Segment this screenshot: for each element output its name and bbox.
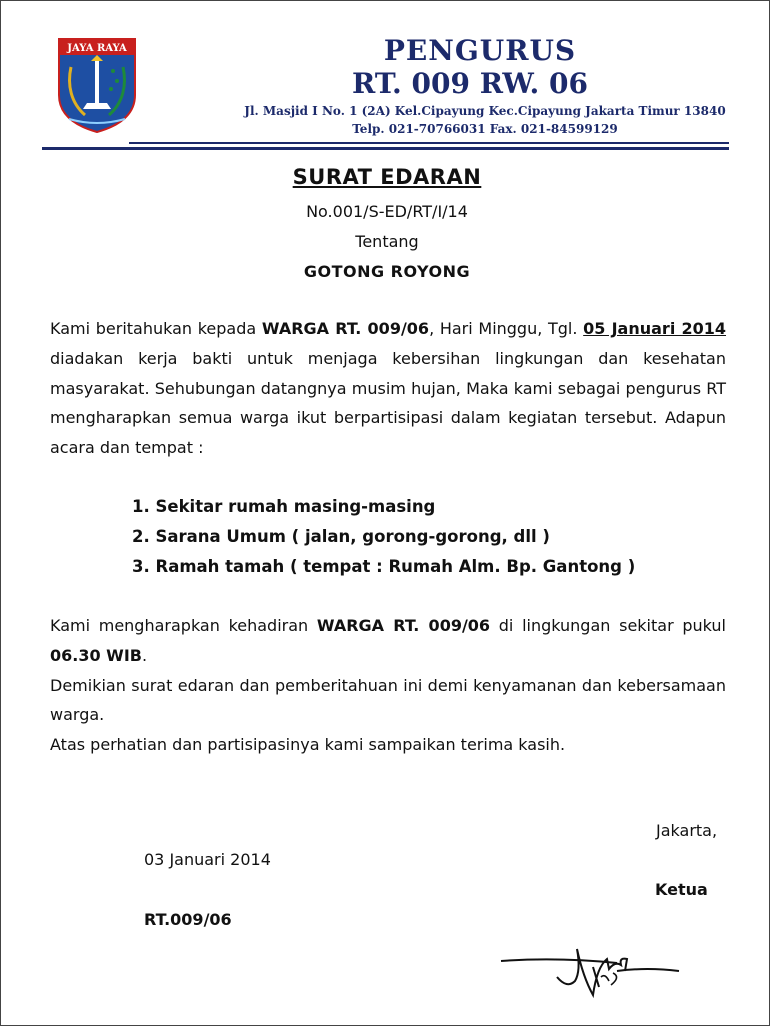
paragraph-purpose: Demikian surat edaran dan pemberitahuan ini demi kenyamanan dan kebersamaan warga. [50, 675, 726, 725]
activity-list [132, 492, 635, 582]
header-rule-thick [42, 147, 729, 150]
paragraph-thanks: Atas perhatian dan partisipasinya kami sampaikan terima kasih. [50, 735, 566, 755]
letter-date: 03 Januari 2014 [144, 850, 271, 869]
letter-place: Jakarta, [656, 821, 718, 840]
paragraph-announcement: Kami beritahukan kepada WARGA RT. 009/06, Hari Minggu, Tgl. 05 Januari 2014 diadakan kerja bakti untuk menjaga kebersihan lingkungan dan kesehatan masyarakat. Sehubungan datangnya musim hujan, Maka kami sebagai pengurus RT mengharapkan semua warga ikut berpartisipasi dalam kegiatan tersebut. Adapun acara dan tempat : [50, 319, 727, 458]
paragraph-attendance: Kami mengharapkan kehadiran WARGA RT. 009/06 di lingkungan sekitar pukul 06.30 WIB. [50, 616, 727, 665]
org-phone: Telp. 021-70766031 Fax. 021-84599129 [352, 122, 618, 136]
letter-title: SURAT EDARAN [292, 165, 482, 189]
letter-number: No.001/S-ED/RT/I/14 [306, 202, 468, 221]
list-item: 1. Sekitar rumah masing-masing [132, 497, 436, 516]
jakarta-emblem-logo [57, 37, 137, 133]
signatory-unit: RT.009/06 [144, 910, 232, 929]
signatory-role: Ketua [655, 880, 708, 899]
list-item: 2. Sarana Umum ( jalan, gorong-gorong, dll ) [132, 527, 550, 546]
letter-subject: GOTONG ROYONG [303, 262, 471, 281]
about-label: Tentang [355, 232, 419, 251]
logo-text: JAYA RAYA [67, 43, 127, 54]
header-rule-thin [129, 142, 729, 144]
handwritten-signature [497, 937, 687, 1007]
paragraph-closing [50, 611, 726, 760]
letterhead [151, 35, 749, 137]
org-address: Jl. Masjid I No. 1 (2A) Kel.Cipayung Kec.Cipayung Jakarta Timur 13840 [244, 104, 726, 118]
list-item: 3. Ramah tamah ( tempat : Rumah Alm. Bp. Gantong ) [132, 557, 636, 576]
org-subtitle: RT. 009 RW. 06 [352, 67, 588, 100]
org-title: PENGURUS [383, 34, 577, 67]
